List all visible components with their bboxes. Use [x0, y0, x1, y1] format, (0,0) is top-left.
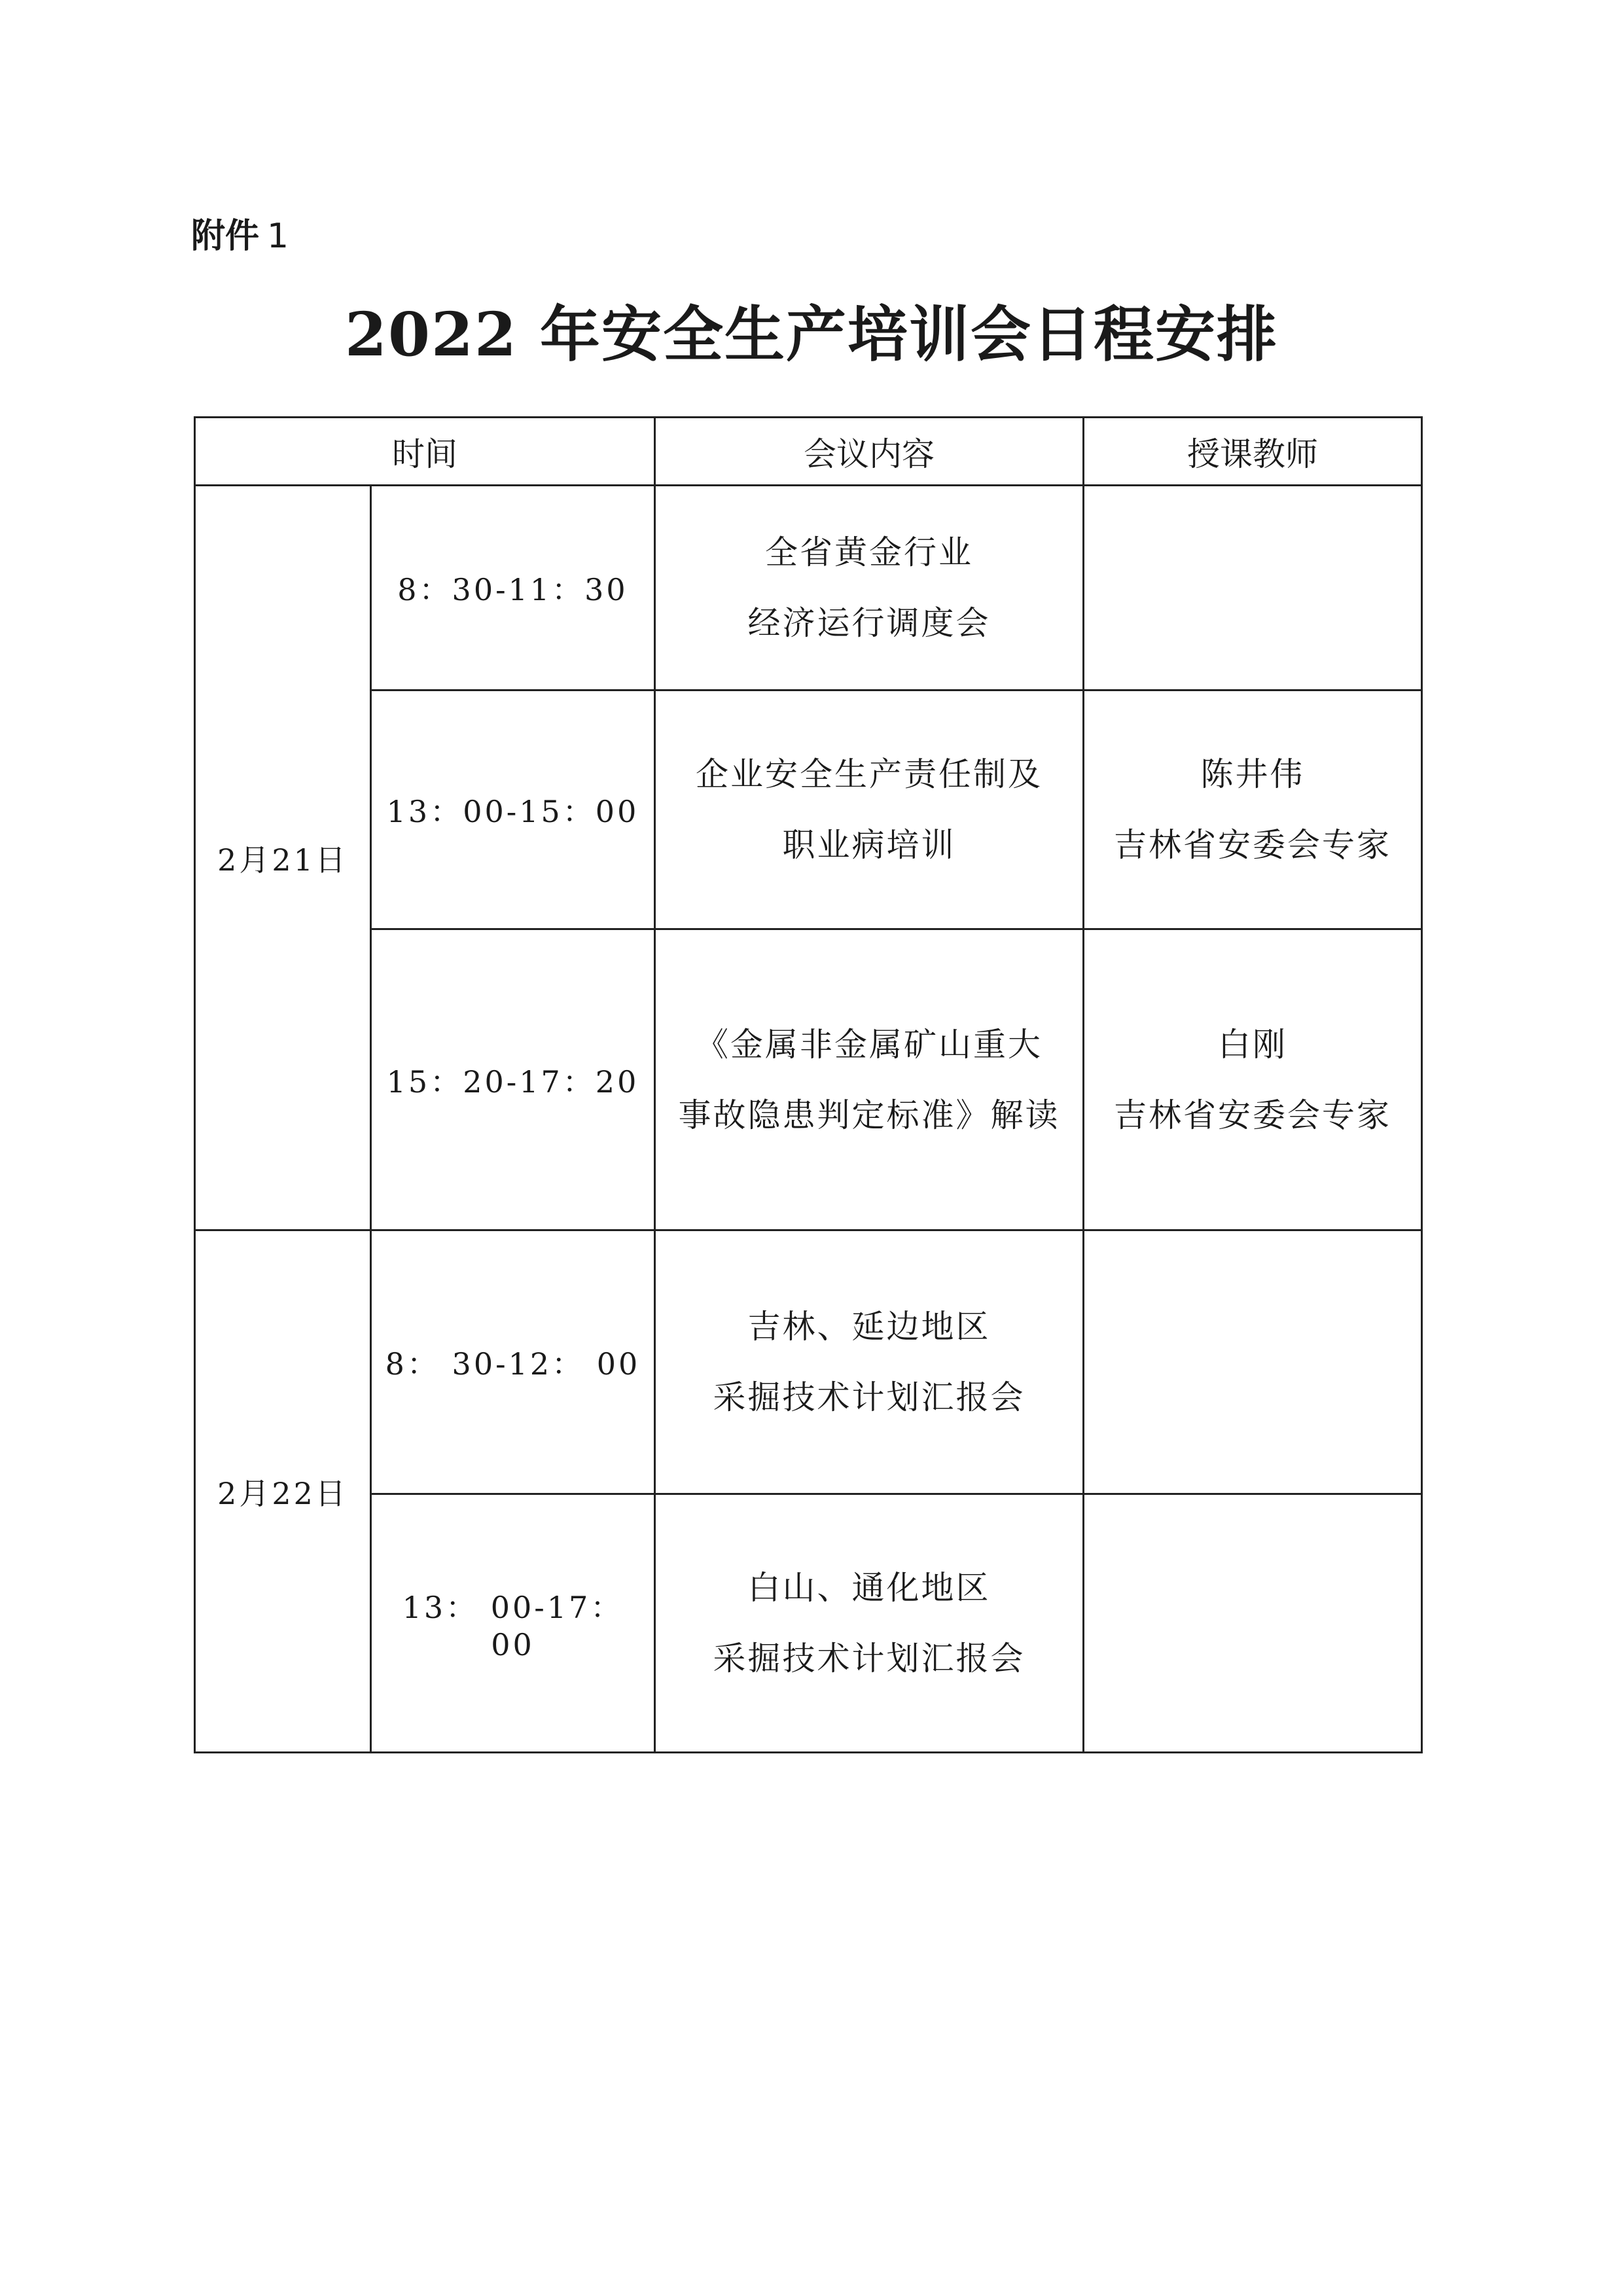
teacher-cell	[1084, 929, 1422, 1230]
teacher-cell	[1084, 486, 1422, 691]
date-cell: 2月22日	[195, 1230, 371, 1753]
teacher-name: 陈井伟	[1200, 755, 1305, 793]
time-cell: 13：00-15：00	[371, 691, 655, 929]
column-header-time: 时间	[195, 418, 655, 486]
content-cell	[655, 1230, 1084, 1494]
date-cell: 2月21日	[195, 486, 371, 1230]
content-line: 采掘技术计划汇报会	[713, 1378, 1026, 1416]
content-line: 职业病培训	[782, 826, 956, 864]
content-cell	[655, 1494, 1084, 1753]
table-header-row	[195, 418, 1422, 486]
schedule-table	[194, 416, 1423, 1753]
table-row	[195, 1230, 1422, 1494]
column-header-teacher: 授课教师	[1084, 418, 1422, 486]
content-line: 吉林、延边地区	[747, 1308, 991, 1346]
time-cell: 8：30-11：30	[371, 486, 655, 691]
content-line: 白山、通化地区	[747, 1569, 991, 1607]
teacher-title: 吉林省安委会专家	[1114, 1096, 1391, 1134]
content-line: 事故隐患判定标准》解读	[678, 1096, 1060, 1134]
content-line: 《金属非金属矿山重大	[696, 1025, 1043, 1064]
time-cell: 15：20-17：20	[371, 929, 655, 1230]
attachment-label	[191, 208, 289, 257]
content-cell	[655, 691, 1084, 929]
content-line: 全省黄金行业	[765, 533, 973, 571]
teacher-cell	[1084, 1230, 1422, 1494]
attachment-label-text: 附件	[191, 217, 260, 256]
content-line: 采掘技术计划汇报会	[713, 1640, 1026, 1677]
table-row	[195, 691, 1422, 929]
content-cell	[655, 929, 1084, 1230]
teacher-cell	[1084, 691, 1422, 929]
content-line: 企业安全生产责任制及	[696, 755, 1043, 793]
teacher-title: 吉林省安委会专家	[1114, 826, 1391, 864]
attachment-number: 1	[267, 217, 289, 256]
table-row	[195, 486, 1422, 691]
table-row	[195, 1494, 1422, 1753]
teacher-cell	[1084, 1494, 1422, 1753]
content-line: 经济运行调度会	[747, 604, 991, 642]
time-cell: 13： 00-17： 00	[371, 1494, 655, 1753]
column-header-content: 会议内容	[655, 418, 1084, 486]
table-row	[195, 929, 1422, 1230]
content-cell	[655, 486, 1084, 691]
page-title: 2022 年安全生产培训会日程安排	[344, 299, 1279, 370]
teacher-name: 白刚	[1218, 1025, 1287, 1064]
time-cell: 8： 30-12： 00	[371, 1230, 655, 1494]
